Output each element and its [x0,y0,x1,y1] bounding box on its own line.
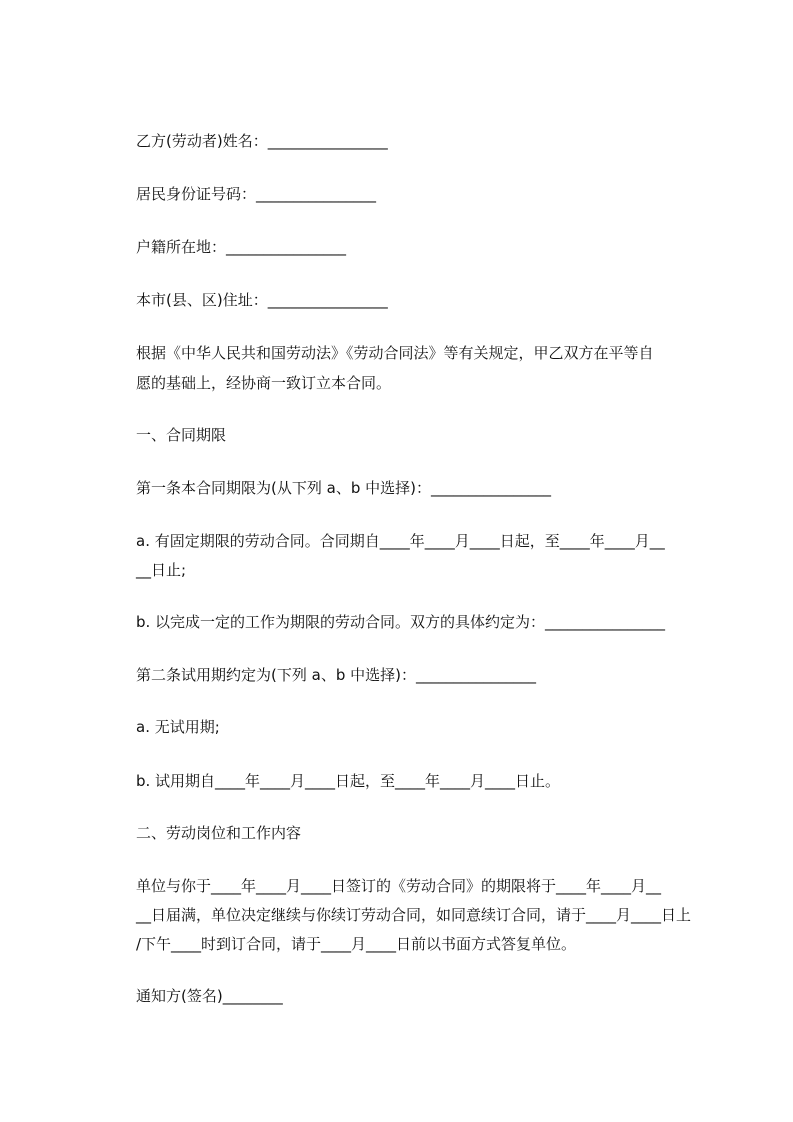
section-1-heading: 一、合同期限 [136,426,227,444]
intro-line-2: 愿的基础上，经协商一致订立本合同。 [136,374,392,392]
field-name: 乙方(劳动者)姓名：________________ [136,132,388,150]
option-b: b. 以完成一定的工作为期限的劳动合同。双方的具体约定为：________________ [136,613,666,631]
trial-a: a. 无试用期; [136,718,220,736]
notice-line-3: /下午____时到订合同，请于____月____日前以书面方式答复单位。 [136,935,577,953]
notice-line-2: __日届满，单位决定继续与你续订劳动合同，如同意续订合同，请于____月____日上 [136,906,692,924]
field-address: 本市(县、区)住址：________________ [136,291,388,309]
trial-b: b. 试用期自____年____月____日起，至____年____月____日止。 [136,772,561,790]
intro-line-1: 根据《中华人民共和国劳动法》《劳动合同法》等有关规定，甲乙双方在平等自 [136,344,654,362]
field-id-number: 居民身份证号码：________________ [136,185,377,203]
notice-line-1: 单位与你于____年____月____日签订的《劳动合同》的期限将于____年____月__ [136,877,662,895]
article-1: 第一条本合同期限为(从下列 a、b 中选择)：________________ [136,479,551,497]
signature-line: 通知方(签名)________ [136,987,283,1005]
option-a-line-2: __日止; [136,561,187,579]
article-2: 第二条试用期约定为(下列 a、b 中选择)：________________ [136,666,536,684]
field-hukou: 户籍所在地：________________ [136,238,347,256]
option-a-line-1: a. 有固定期限的劳动合同。合同期自____年____月____日起，至____年____月__ [136,532,665,550]
section-2-heading: 二、劳动岗位和工作内容 [136,824,302,842]
